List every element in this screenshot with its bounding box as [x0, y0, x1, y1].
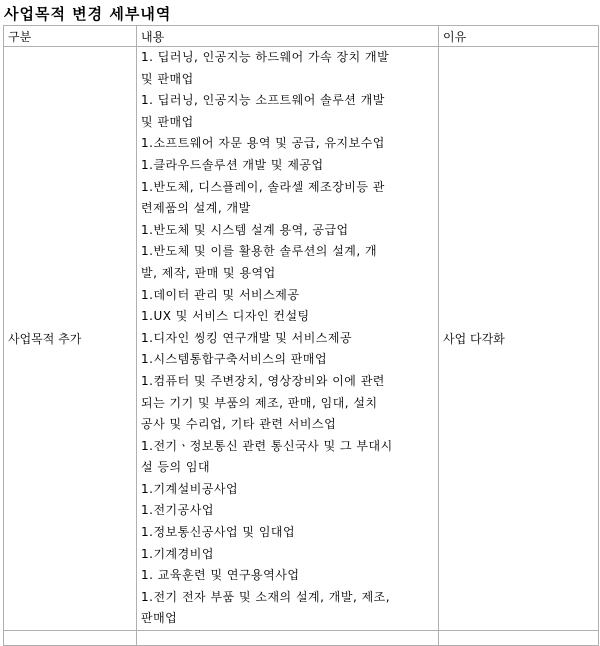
content-line: 1.클라우드솔루션 개발 및 제공업: [141, 157, 324, 172]
content-line: 1.컴퓨터 및 주변장치, 영상장비와 이에 관련: [141, 373, 385, 388]
content-line: 되는 기기 및 부품의 제조, 판매, 임대, 설치: [141, 395, 378, 410]
content-line: 판매업: [141, 611, 178, 626]
reason-cell: 사업 다각화: [439, 47, 599, 631]
category-cell: 사업목적 추가: [4, 47, 137, 631]
header-content: 내용: [137, 26, 439, 47]
content-line: 및 판매업: [141, 71, 194, 86]
content-line: 1. 딥러닝, 인공지능 소프트웨어 솔루션 개발: [141, 93, 385, 108]
table-row: [4, 47, 599, 631]
content-line: 1.기계경비업: [141, 546, 214, 561]
table-header-row: [4, 26, 599, 47]
page-title: 사업목적 변경 세부내역: [4, 5, 172, 23]
header-reason: 이유: [439, 26, 599, 47]
table-row-empty: [4, 631, 599, 646]
content-line: 1.UX 및 서비스 디자인 컨설팅: [141, 309, 310, 324]
content-line: 1. 교육훈련 및 연구용역사업: [141, 568, 300, 583]
content-cell: [137, 47, 439, 631]
empty-cell: [4, 631, 137, 646]
content-line: 공사 및 수리업, 기타 관련 서비스업: [141, 417, 337, 432]
content-line: 1.반도체 및 이를 활용한 솔루션의 설계, 개: [141, 244, 378, 259]
content-line: 련제품의 설계, 개발: [141, 201, 251, 216]
content-line: 1.소프트웨어 자문 용역 및 공급, 유지보수업: [141, 136, 385, 151]
content-line: 1.전기ㆍ정보통신 관련 통신국사 및 그 부대시: [141, 438, 393, 453]
content-line: 설 등의 임대: [141, 460, 211, 475]
content-line: 및 판매업: [141, 114, 194, 129]
business-purpose-table: [3, 25, 599, 646]
content-line: 1.시스템통합구축서비스의 판매업: [141, 352, 328, 367]
content-line: 1. 딥러닝, 인공지능 하드웨어 가속 장치 개발: [141, 50, 390, 64]
content-line: 1.전기 전자 부품 및 소재의 설계, 개발, 제조,: [141, 589, 391, 604]
content-line: 1.데이터 관리 및 서비스제공: [141, 287, 300, 302]
content-line: 발, 제작, 판매 및 용역업: [141, 265, 276, 280]
empty-cell: [439, 631, 599, 646]
content-line: 1.정보통신공사업 및 임대업: [141, 525, 296, 540]
content-line: 1.반도체 및 시스템 설계 용역, 공급업: [141, 222, 349, 237]
content-line: 1.전기공사업: [141, 503, 214, 518]
empty-cell: [137, 631, 439, 646]
content-line: 1.기계설비공사업: [141, 481, 239, 496]
content-line: 1.반도체, 디스플레이, 솔라셀 제조장비등 관: [141, 179, 385, 194]
header-category: 구분: [4, 26, 137, 47]
content-line: 1.디자인 씽킹 연구개발 및 서비스제공: [141, 330, 353, 345]
